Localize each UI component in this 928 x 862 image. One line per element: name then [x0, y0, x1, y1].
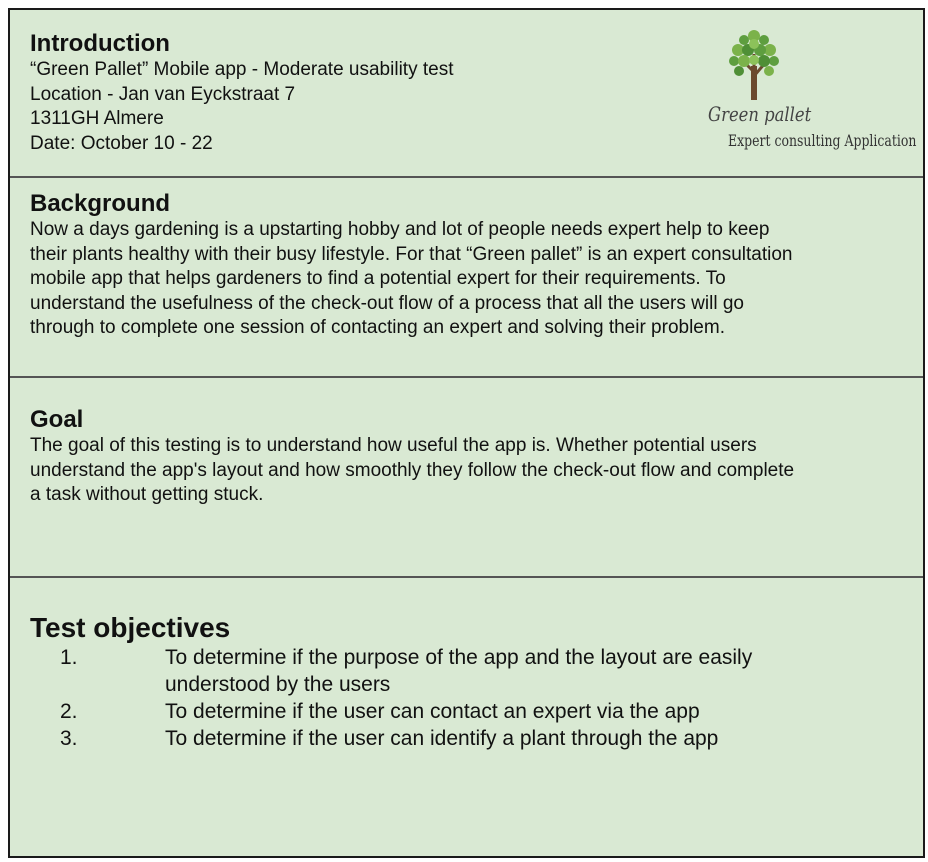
- document-board: [8, 8, 925, 858]
- background-heading: Background: [30, 190, 171, 217]
- background-line-2: their plants healthy with their busy lifestyle. For that “Green pallet” is an expert consultation: [30, 243, 793, 265]
- objective-3-text: To determine if the user can identify a plant through the app: [165, 727, 719, 750]
- intro-line-3: 1311GH Almere: [30, 108, 164, 129]
- background-line-4: understand the usefulness of the check-out flow of a process that all the users will go: [30, 292, 744, 314]
- goal-section: [30, 406, 903, 508]
- logo-tagline: Expert consulting Application: [728, 131, 917, 150]
- goal-line-2: understand the app's layout and how smoothly they follow the check-out flow and complete: [30, 459, 795, 481]
- objectives-heading: Test objectives: [30, 612, 231, 643]
- divider-3: [10, 576, 923, 578]
- goal-heading: Goal: [30, 406, 84, 433]
- objective-1-line-1: To determine if the purpose of the app and the layout are easily: [165, 646, 753, 669]
- objective-number: 2.: [60, 700, 78, 723]
- intro-line-4: Date: October 10 - 22: [30, 132, 213, 154]
- green-pallet-logo: [704, 26, 917, 156]
- objective-number: 1.: [60, 646, 78, 669]
- divider-2: [10, 376, 923, 378]
- divider-1: [10, 176, 923, 178]
- background-line-3: mobile app that helps gardeners to find a potential expert for their requirements. To: [30, 268, 726, 289]
- goal-line-3: a task without getting stuck.: [30, 484, 264, 505]
- background-line-1: Now a days gardening is a upstarting hobby and lot of people needs expert help to keep: [30, 219, 770, 240]
- logo-brand-text: Green pallet: [708, 102, 812, 126]
- objective-item: [30, 644, 903, 698]
- objective-number: 3.: [60, 727, 78, 750]
- objective-1-line-2: understood by the users: [165, 673, 391, 696]
- intro-line-2: Location - Jan van Eyckstraat 7: [30, 83, 296, 105]
- intro-line-1: “Green Pallet” Mobile app - Moderate usability test: [30, 59, 454, 80]
- objectives-section: [30, 612, 903, 752]
- introduction-heading: Introduction: [30, 30, 170, 57]
- objective-2-text: To determine if the user can contact an expert via the app: [165, 700, 700, 723]
- background-section: [30, 190, 903, 341]
- objective-item: [30, 725, 903, 752]
- tree-icon: [724, 26, 784, 102]
- objective-text: [165, 644, 885, 698]
- goal-line-1: The goal of this testing is to understand how useful the app is. Whether potential users: [30, 435, 757, 456]
- objectives-list: [30, 644, 903, 752]
- background-line-5: through to complete one session of contacting an expert and solving their problem.: [30, 317, 725, 338]
- objective-item: [30, 698, 903, 725]
